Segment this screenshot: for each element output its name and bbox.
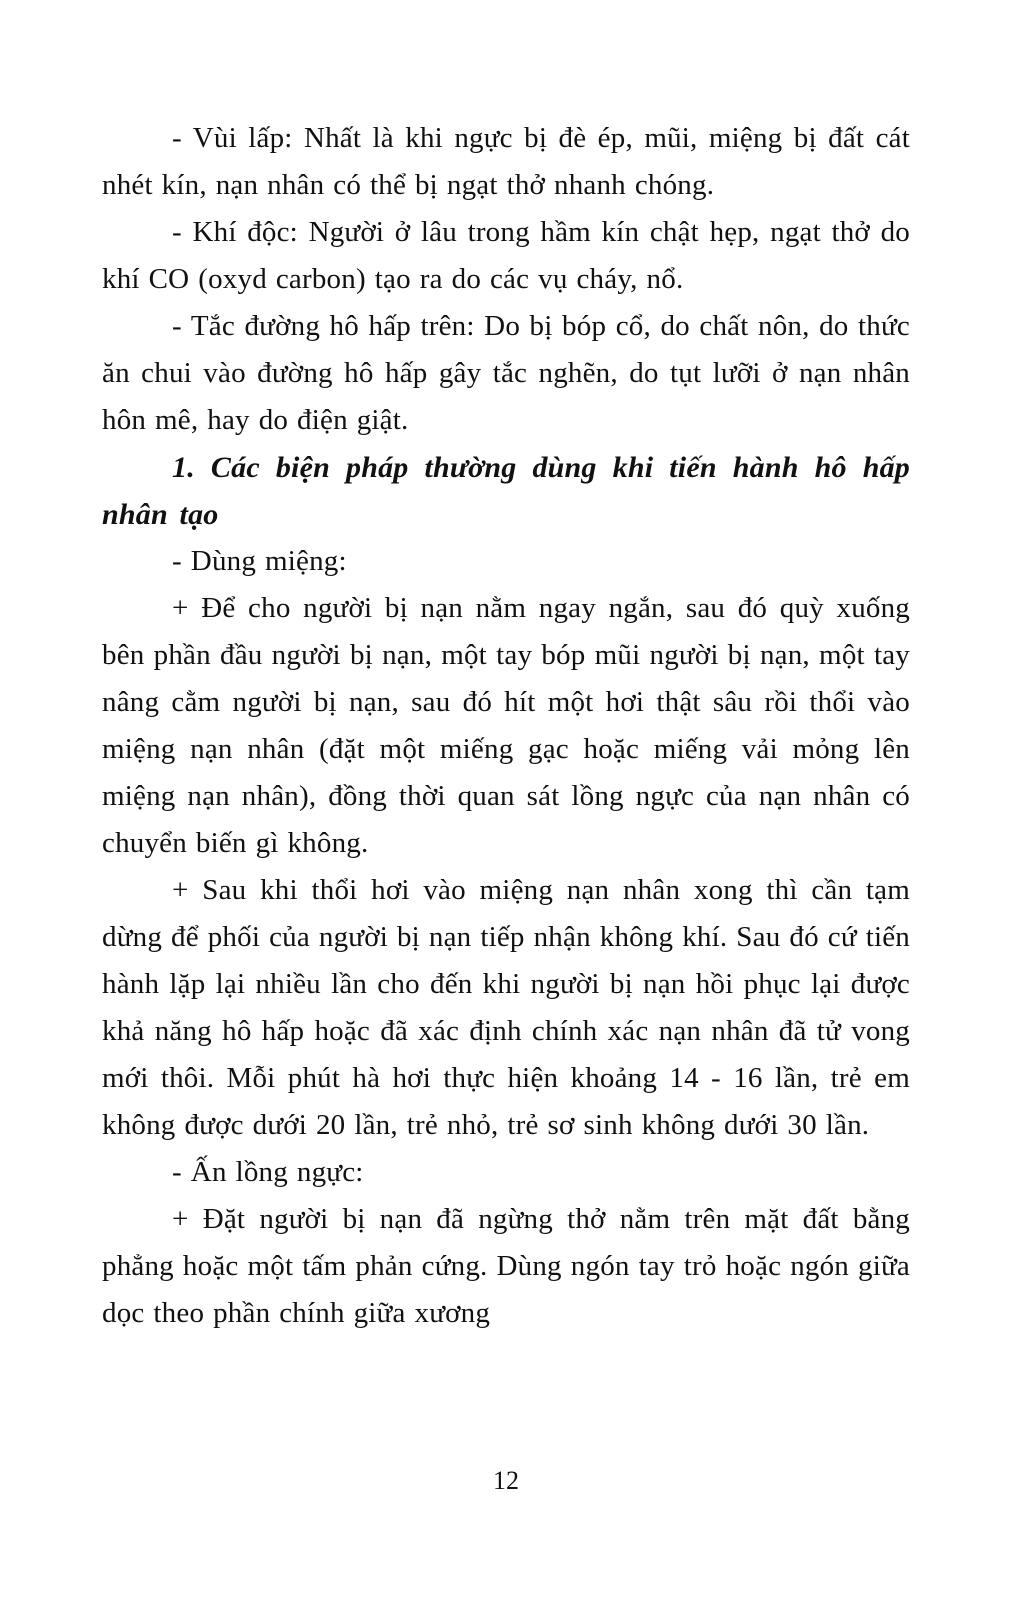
- paragraph-an-long-nguc: - Ấn lồng ngực:: [172, 1156, 364, 1188]
- paragraph-de-cho-nguoi-bi-nan: + Để cho người bị nạn nằm ngay ngắn, sau đó quỳ xuống bên phần đầu người bị nạn, một tay bóp mũi người bị nạn, một tay nâng cằm người bị nạn, sau đó hít một hơi thật sâu rồi thổi vào miệng nạn nhân (đặt một miếng gạc hoặc miếng vải mỏng lên miệng nạn nhân), đồng thời quan sát lồng ngực của nạn nhân có chuyển biến gì không.: [102, 592, 910, 859]
- paragraph-dat-nguoi-bi-nan: + Đặt người bị nạn đã ngừng thở nằm trên mặt đất bằng phẳng hoặc một tấm phản cứng. Dùng ngón tay trỏ hoặc ngón giữa dọc theo phần chính giữa xương: [102, 1203, 910, 1329]
- paragraph-dung-mieng: - Dùng miệng:: [172, 545, 347, 577]
- section-heading-1: 1. Các biện pháp thường dùng khi tiến hành hô hấp nhân tạo: [102, 451, 910, 531]
- paragraph-vui-lap: - Vùi lấp: Nhất là khi ngực bị đè ép, mũi, miệng bị đất cát nhét kín, nạn nhân có thể bị ngạt thở nhanh chóng.: [102, 122, 910, 201]
- paragraph-tac-duong-ho-hap: - Tắc đường hô hấp trên: Do bị bóp cổ, do chất nôn, do thức ăn chui vào đường hô hấp gây tắc nghẽn, do tụt lưỡi ở nạn nhân hôn mê, hay do điện giật.: [102, 310, 910, 436]
- paragraph-sau-khi-thoi-hoi: + Sau khi thổi hơi vào miệng nạn nhân xong thì cần tạm dừng để phối của người bị nạn tiếp nhận không khí. Sau đó cứ tiến hành lặp lại nhiều lần cho đến khi người bị nạn hồi phục lại được khả năng hô hấp hoặc đã xác định chính xác nạn nhân đã tử vong mới thôi. Mỗi phút hà hơi thực hiện khoảng 14 - 16 lần, trẻ em không được dưới 20 lần, trẻ nhỏ, trẻ sơ sinh không dưới 30 lần.: [102, 874, 910, 1141]
- page-number: 12: [493, 1466, 519, 1495]
- paragraph-khi-doc: - Khí độc: Người ở lâu trong hầm kín chật hẹp, ngạt thở do khí CO (oxyd carbon) tạo ra do các vụ cháy, nổ.: [102, 216, 910, 295]
